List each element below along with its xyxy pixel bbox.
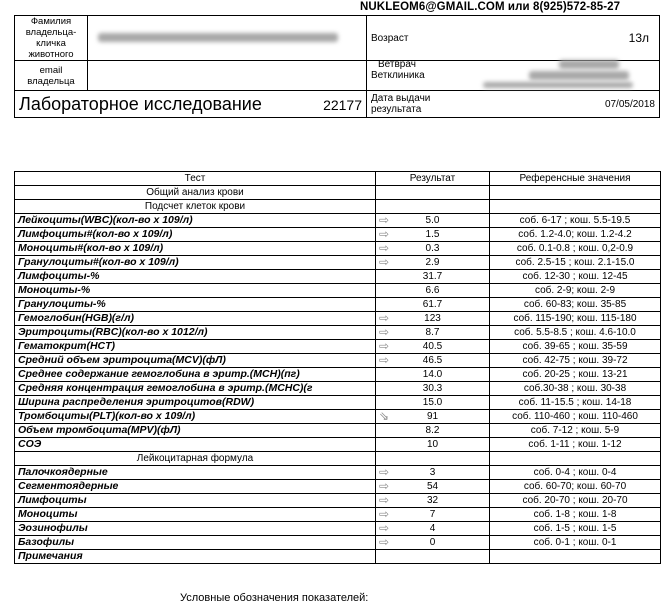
reference-range: соб. 5.5-8.5 ; кош. 4.6-10.0 — [490, 326, 661, 340]
clinic-label: Ветклиника — [367, 61, 476, 91]
results-table — [14, 171, 661, 564]
table-row — [15, 340, 661, 354]
result-cell — [376, 256, 490, 270]
table-row — [15, 536, 661, 550]
result-value: 10 — [426, 439, 439, 450]
result-cell — [376, 368, 490, 382]
age-value: 13л — [475, 16, 660, 61]
test-name: Лейкоциты(WBC)(кол-во х 109/л) — [15, 214, 376, 228]
vet-label: Ветврач — [378, 59, 416, 70]
result-cell — [376, 340, 490, 354]
reference-range: соб. 110-460 ; кош. 110-460 — [490, 410, 661, 424]
test-name: Базофилы — [15, 536, 376, 550]
trend-arrow-icon: ⇘ — [379, 409, 390, 423]
result-value: 91 — [426, 411, 439, 422]
result-value: 61.7 — [422, 299, 443, 310]
trend-arrow-icon: ⇨ — [379, 213, 390, 227]
test-name: Лимфоциты — [15, 494, 376, 508]
vet-row — [378, 59, 660, 70]
result-value: 1.5 — [425, 229, 440, 240]
table-row — [15, 410, 661, 424]
table-row — [15, 368, 661, 382]
table-row — [15, 396, 661, 410]
study-number: 22177 — [323, 96, 362, 113]
reference-range: соб. 1-8 ; кош. 1-8 — [490, 508, 661, 522]
issue-label: Дата выдачи результата — [367, 91, 476, 118]
test-name: Лимфоциты-% — [15, 270, 376, 284]
result-value: 15.0 — [422, 397, 443, 408]
result-cell — [376, 382, 490, 396]
result-cell — [376, 284, 490, 298]
study-title: Лабораторное исследование — [19, 93, 262, 114]
result-value: 2.9 — [425, 257, 440, 268]
reference-range: соб. 20-25 ; кош. 13-21 — [490, 368, 661, 382]
trend-arrow-icon: ⇨ — [379, 325, 390, 339]
test-name: Средняя концентрация гемоглобина в эритр.(MCHC)(г — [15, 382, 376, 396]
test-name: Эозинофилы — [15, 522, 376, 536]
result-cell — [376, 424, 490, 438]
result-value: 30.3 — [422, 383, 443, 394]
result-cell — [376, 270, 490, 284]
result-value: 40.5 — [422, 341, 443, 352]
table-row — [15, 326, 661, 340]
result-value: 8.2 — [425, 425, 440, 436]
result-value: 54 — [426, 481, 439, 492]
result-value: 14.0 — [422, 369, 443, 380]
trend-arrow-icon: ⇨ — [379, 507, 390, 521]
table-row — [15, 480, 661, 494]
trend-arrow-icon: ⇨ — [379, 479, 390, 493]
reference-range: соб.30-38 ; кош. 30-38 — [490, 382, 661, 396]
reference-range: соб. 1-5 ; кош. 1-5 — [490, 522, 661, 536]
result-cell — [376, 242, 490, 256]
test-name: Гематокрит(HCT) — [15, 340, 376, 354]
test-name: Объем тромбоцита(MPV)(фЛ) — [15, 424, 376, 438]
table-row — [15, 438, 661, 452]
owner-value — [88, 16, 367, 61]
reference-range: соб. 2.5-15 ; кош. 2.1-15.0 — [490, 256, 661, 270]
reference-range: соб. 12-30 ; кош. 12-45 — [490, 270, 661, 284]
result-value: 123 — [424, 313, 441, 324]
reference-range: соб. 0-1 ; кош. 0-1 — [490, 536, 661, 550]
reference-range: соб. 1-11 ; кош. 1-12 — [490, 438, 661, 452]
table-row — [15, 242, 661, 256]
result-cell — [376, 550, 490, 564]
result-cell — [376, 536, 490, 550]
table-row — [15, 382, 661, 396]
table-row — [15, 298, 661, 312]
result-value: 0.3 — [425, 243, 440, 254]
vet-divider — [483, 76, 633, 82]
empty-cell — [376, 186, 490, 200]
reference-range — [490, 550, 661, 564]
reference-range: соб. 115-190; кош. 115-180 — [490, 312, 661, 326]
empty-cell — [376, 200, 490, 214]
result-value: 3 — [429, 467, 436, 478]
table-row — [15, 284, 661, 298]
footer-text: Условные обозначения показателей: — [180, 592, 369, 604]
trend-arrow-icon: ⇨ — [379, 353, 390, 367]
result-value: 7 — [429, 509, 436, 520]
section-row — [15, 200, 661, 214]
result-value: 8.7 — [425, 327, 440, 338]
reference-range: соб. 6-17 ; кош. 5.5-19.5 — [490, 214, 661, 228]
reference-range: соб. 1.2-4.0; кош. 1.2-4.2 — [490, 228, 661, 242]
test-name: Лимфоциты#(кол-во х 109/л) — [15, 228, 376, 242]
test-name: Гемоглобин(HGB)(г/л) — [15, 312, 376, 326]
table-row — [15, 312, 661, 326]
age-label: Возраст — [367, 16, 476, 61]
table-row — [15, 550, 661, 564]
reference-range: соб. 20-70 ; кош. 20-70 — [490, 494, 661, 508]
test-name: Моноциты — [15, 508, 376, 522]
reference-range: соб. 11-15.5 ; кош. 14-18 — [490, 396, 661, 410]
result-cell — [376, 312, 490, 326]
contact-info: NUKLEOM6@GMAIL.COM или 8(925)572-85-27 — [360, 1, 621, 13]
section-title: Подсчет клеток крови — [15, 200, 376, 214]
section-title: Общий анализ крови — [15, 186, 376, 200]
reference-range: соб. 0-4 ; кош. 0-4 — [490, 466, 661, 480]
result-cell — [376, 410, 490, 424]
table-row — [15, 214, 661, 228]
result-value: 6.6 — [425, 285, 440, 296]
result-value: 46.5 — [422, 355, 443, 366]
table-row — [15, 228, 661, 242]
col-test-header: Тест — [15, 172, 376, 186]
col-ref-header: Референсные значения — [490, 172, 661, 186]
study-cell — [15, 91, 367, 118]
result-cell — [376, 508, 490, 522]
result-cell — [376, 494, 490, 508]
trend-arrow-icon: ⇨ — [379, 465, 390, 479]
table-row — [15, 424, 661, 438]
test-name: Гранулоциты-% — [15, 298, 376, 312]
test-name: Примечания — [15, 550, 376, 564]
test-name: Гранулоциты#(кол-во х 109/л) — [15, 256, 376, 270]
trend-arrow-icon: ⇨ — [379, 241, 390, 255]
result-value: 5.0 — [425, 215, 440, 226]
test-name: СОЭ — [15, 438, 376, 452]
trend-arrow-icon: ⇨ — [379, 521, 390, 535]
result-cell — [376, 438, 490, 452]
test-name: Эритроциты(RBC)(кол-во х 1012/л) — [15, 326, 376, 340]
reference-range: соб. 39-65 ; кош. 35-59 — [490, 340, 661, 354]
table-row — [15, 354, 661, 368]
table-row — [15, 466, 661, 480]
trend-arrow-icon: ⇨ — [379, 227, 390, 241]
section-row — [15, 452, 661, 466]
result-cell — [376, 522, 490, 536]
test-name: Сегментоядерные — [15, 480, 376, 494]
trend-arrow-icon: ⇨ — [379, 339, 390, 353]
empty-cell — [376, 452, 490, 466]
test-name: Средний объем эритроцита(MCV)(фЛ) — [15, 354, 376, 368]
reference-range: соб. 42-75 ; кош. 39-72 — [490, 354, 661, 368]
table-row — [15, 256, 661, 270]
result-cell — [376, 396, 490, 410]
result-cell — [376, 466, 490, 480]
section-row — [15, 186, 661, 200]
section-title: Лейкоцитарная формула — [15, 452, 376, 466]
col-result-header: Результат — [376, 172, 490, 186]
result-value: 4 — [429, 523, 436, 534]
email-value — [88, 61, 367, 91]
result-cell — [376, 326, 490, 340]
result-cell — [376, 480, 490, 494]
result-value: 31.7 — [422, 271, 443, 282]
trend-arrow-icon: ⇨ — [379, 493, 390, 507]
test-name: Моноциты#(кол-во х 109/л) — [15, 242, 376, 256]
table-row — [15, 270, 661, 284]
reference-range: соб. 7-12 ; кош. 5-9 — [490, 424, 661, 438]
test-name: Палочкоядерные — [15, 466, 376, 480]
result-cell — [376, 298, 490, 312]
trend-arrow-icon: ⇨ — [379, 255, 390, 269]
reference-range: соб. 60-83; кош. 35-85 — [490, 298, 661, 312]
issue-date: 07/05/2018 — [475, 91, 660, 118]
trend-arrow-icon: ⇨ — [379, 311, 390, 325]
owner-label: Фамилия владельца-кличка животного — [15, 16, 88, 61]
table-row — [15, 494, 661, 508]
test-name: Моноциты-% — [15, 284, 376, 298]
empty-cell — [490, 200, 661, 214]
empty-cell — [490, 186, 661, 200]
table-row — [15, 508, 661, 522]
reference-range: соб. 60-70; кош. 60-70 — [490, 480, 661, 494]
result-value: 32 — [426, 495, 439, 506]
test-name: Ширина распределения эритроцитов(RDW) — [15, 396, 376, 410]
empty-cell — [490, 452, 661, 466]
result-value: 0 — [429, 537, 436, 548]
email-label: email владельца — [15, 61, 88, 91]
trend-arrow-icon: ⇨ — [379, 535, 390, 549]
reference-range: соб. 2-9; кош. 2-9 — [490, 284, 661, 298]
result-cell — [376, 228, 490, 242]
result-cell — [376, 354, 490, 368]
test-name: Тромбоциты(PLT)(кол-во х 109/л) — [15, 410, 376, 424]
reference-range: соб. 0.1-0.8 ; кош. 0,2-0.9 — [490, 242, 661, 256]
result-cell — [376, 214, 490, 228]
test-name: Среднее содержание гемоглобина в эритр.(MCH)(пг) — [15, 368, 376, 382]
table-row — [15, 522, 661, 536]
